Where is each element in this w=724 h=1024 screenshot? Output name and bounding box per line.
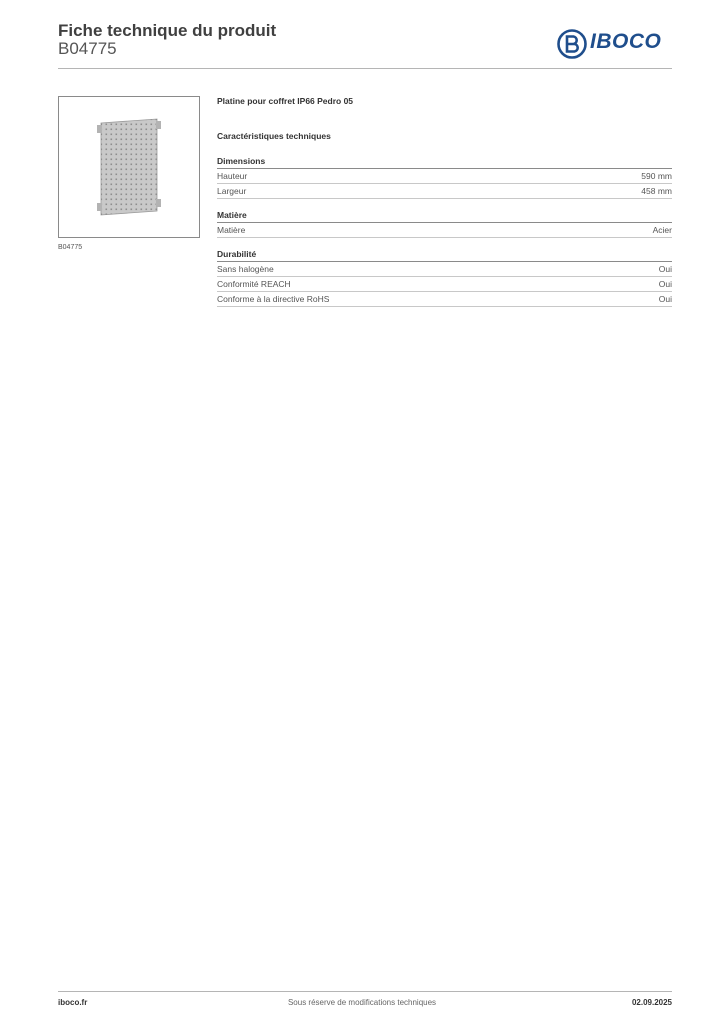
footer-notice: Sous réserve de modifications techniques	[287, 998, 437, 1007]
image-caption: B04775	[58, 244, 83, 251]
spec-label: Largeur	[217, 186, 247, 196]
spec-label: Matière	[217, 225, 246, 235]
section-title: Matière	[217, 210, 672, 223]
product-image	[58, 96, 200, 238]
spec-row	[217, 292, 672, 307]
header-divider	[58, 68, 672, 69]
spec-row	[217, 184, 672, 199]
mounting-plate-image	[59, 97, 199, 237]
section-dimensions	[217, 156, 672, 199]
footer-website-link[interactable]: iboco.fr	[58, 998, 88, 1007]
spec-value: Oui	[658, 264, 672, 274]
iboco-logo-icon	[557, 29, 587, 59]
logo-wordmark: IBOCO	[590, 30, 662, 53]
spec-label: Sans halogène	[217, 264, 274, 274]
product-name: Platine pour coffret IP66 Pedro 05	[217, 96, 354, 106]
brand-logo	[557, 28, 675, 60]
footer-divider	[58, 991, 672, 992]
section-title: Durabilité	[217, 249, 672, 262]
spec-value: 458 mm	[641, 186, 672, 196]
spec-value: Acier	[652, 225, 672, 235]
spec-label: Conforme à la directive RoHS	[217, 294, 330, 304]
spec-value: Oui	[658, 294, 672, 304]
spec-row	[217, 223, 672, 238]
spec-value: 590 mm	[641, 171, 672, 181]
specs-heading: Caractéristiques techniques	[217, 131, 331, 141]
spec-label: Hauteur	[217, 171, 248, 181]
product-reference: B04775	[58, 39, 117, 58]
spec-label: Conformité REACH	[217, 279, 291, 289]
spec-value: Oui	[658, 279, 672, 289]
footer-date: 02.09.2025	[631, 998, 672, 1007]
spec-row	[217, 262, 672, 277]
page-title: Fiche technique du produit	[58, 21, 277, 40]
section-durability	[217, 249, 672, 307]
section-title: Dimensions	[217, 156, 672, 169]
spec-row	[217, 277, 672, 292]
section-material	[217, 210, 672, 238]
spec-row	[217, 169, 672, 184]
